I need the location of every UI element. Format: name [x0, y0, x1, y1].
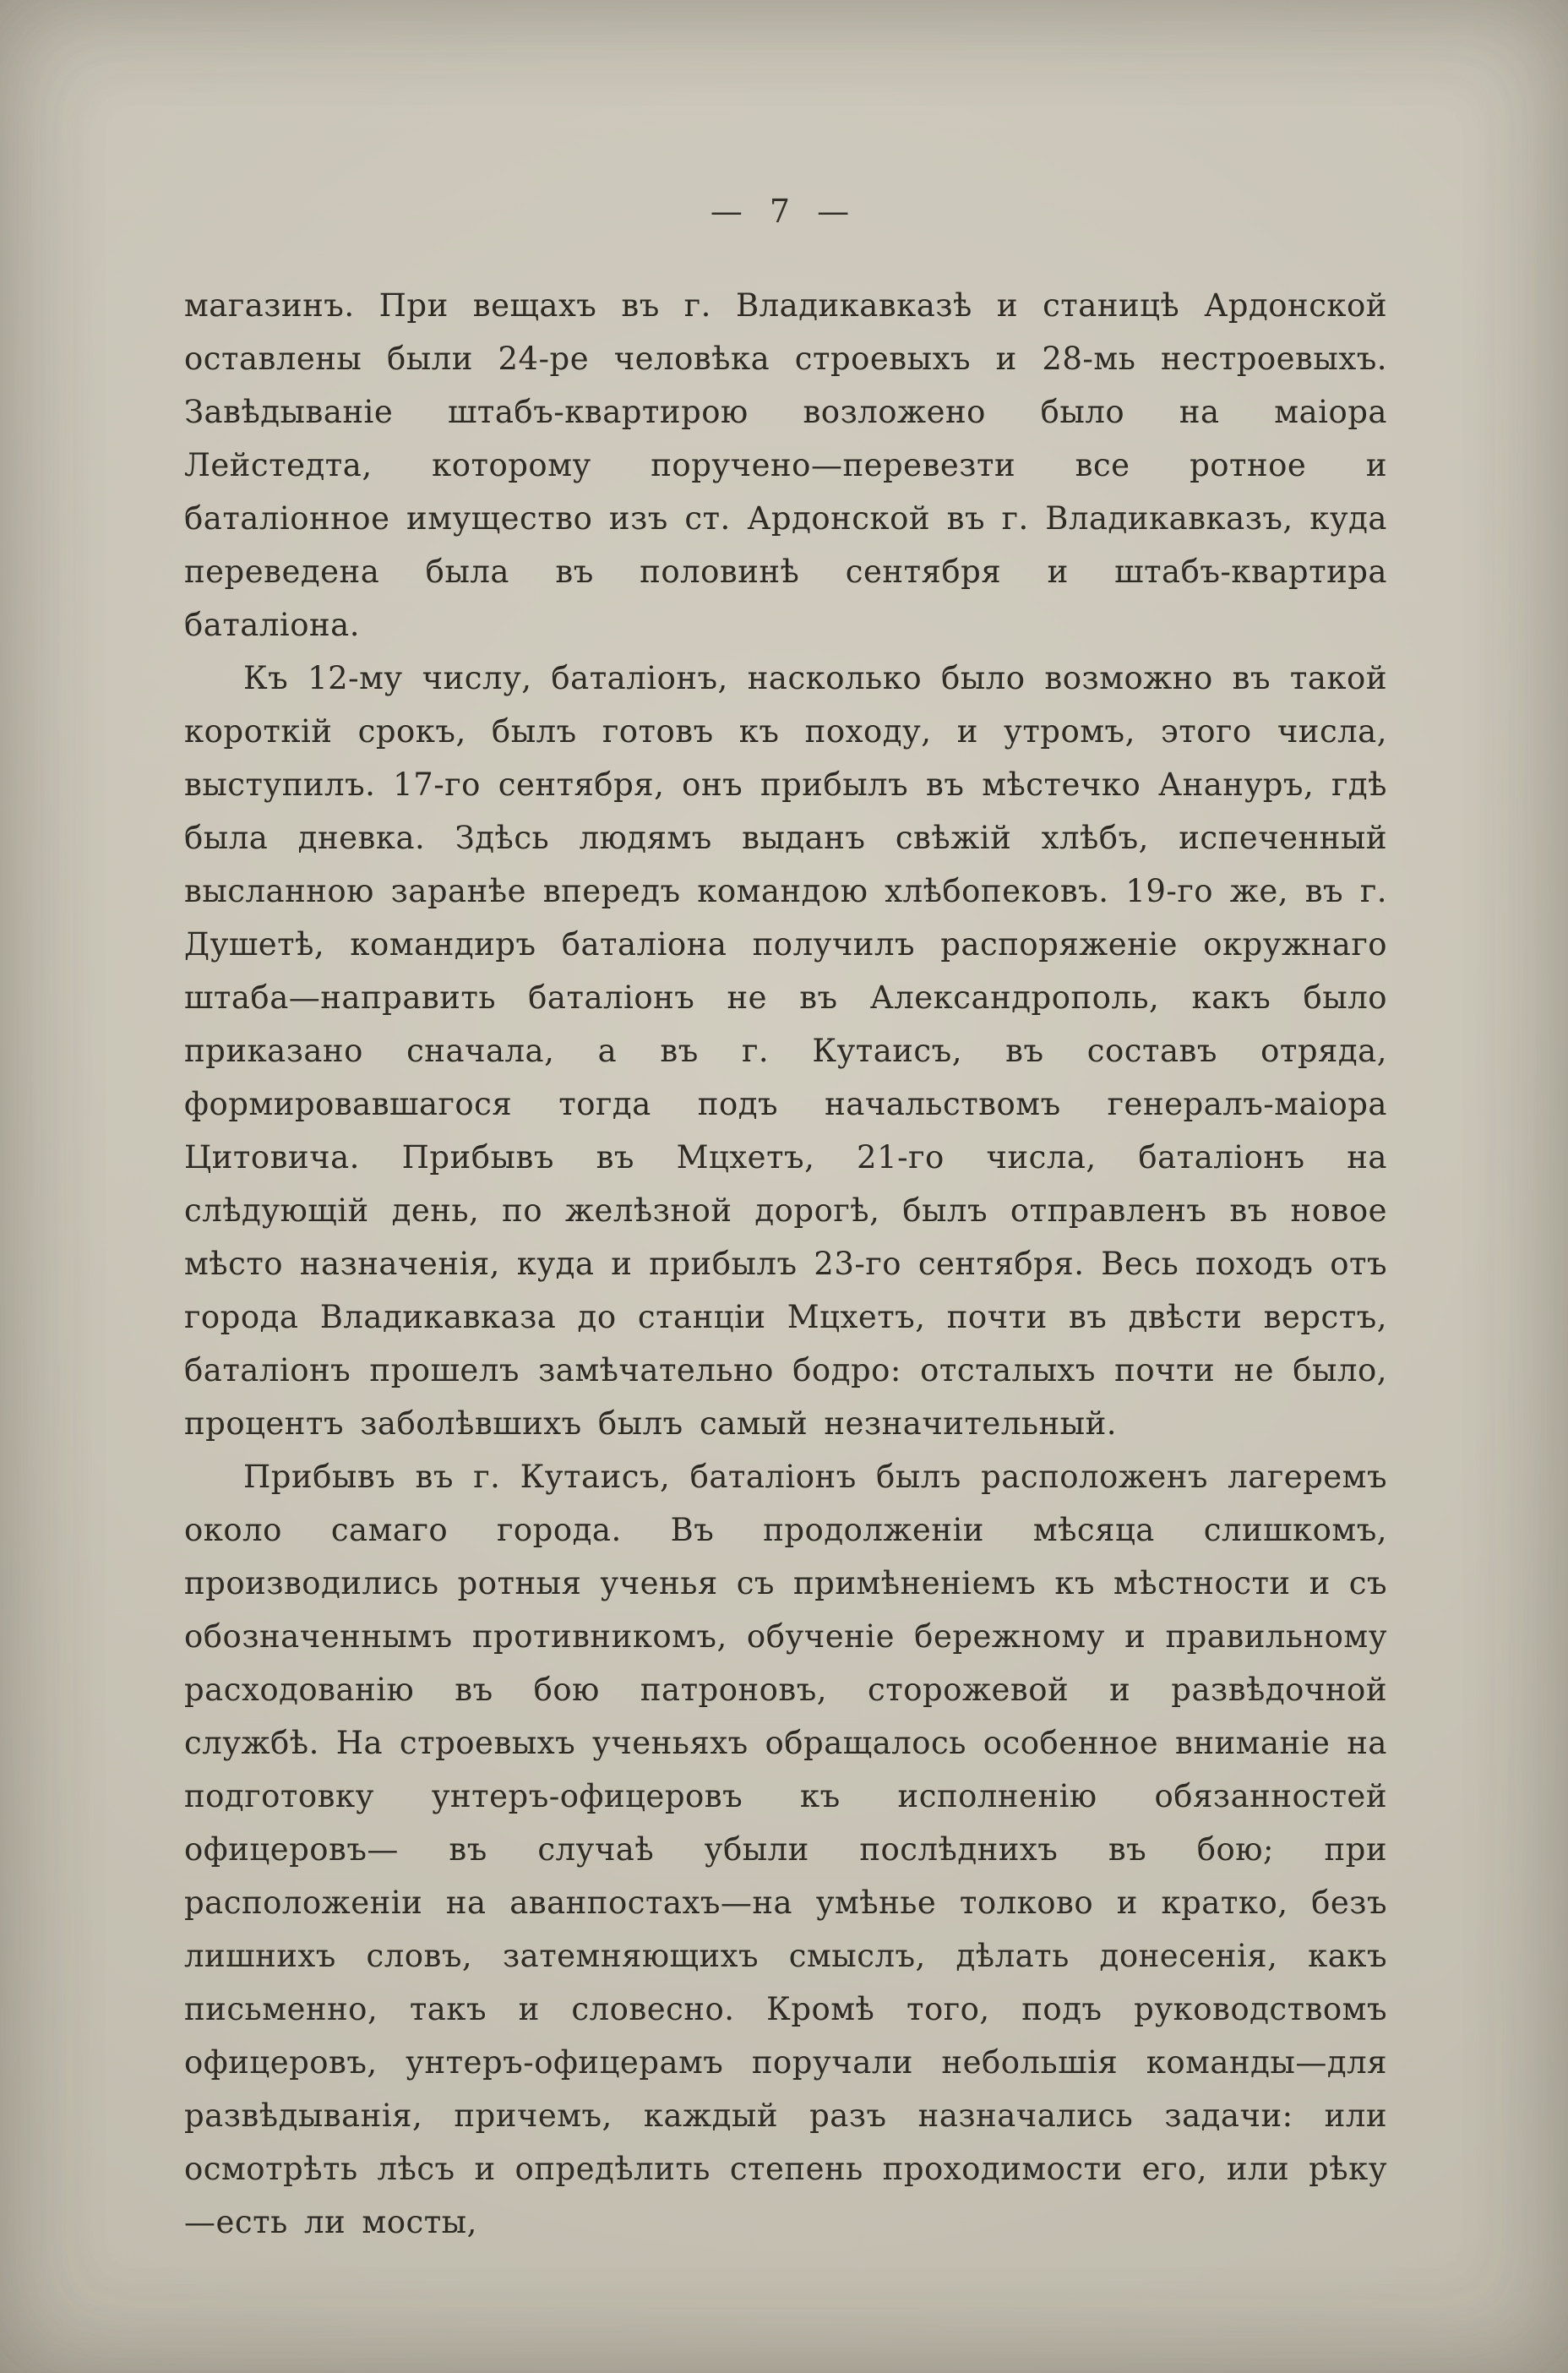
paragraph-march-to-kutais: Къ 12-му числу, баталіонъ, насколько было возможно въ такой короткій срокъ, былъ готовъ къ походу, и утромъ, этого числа, выступилъ. 17-го сентября, онъ прибылъ въ мѣстечко Анануръ, гдѣ была дневка. Здѣсь людямъ выданъ свѣжій хлѣбъ, испеченный высланною заранѣе впередъ командою хлѣбопековъ. 19-го же, въ г. Душетѣ, командиръ баталіона получилъ распоряженіе окружнаго штаба—направить баталіонъ не въ Александрополь, какъ было приказано сначала, а въ г. Кутаисъ, въ составъ отряда, формировавшагося тогда подъ начальствомъ генералъ-маіора Цитовича. Прибывъ въ Мцхетъ, 21-го числа, баталіонъ на слѣдующій день, по желѣзной дорогѣ, былъ отправленъ въ новое мѣсто назначенія, куда и прибылъ 23-го сентября. Весь походъ отъ города Владикавказа до станціи Мцхетъ, почти въ двѣсти верстъ, баталіонъ прошелъ замѣчательно бодро: отсталыхъ почти не было, процентъ заболѣвшихъ былъ самый незначительный. [184, 660, 1387, 1442]
paragraph-camp-training: Прибывъ въ г. Кутаисъ, баталіонъ былъ расположенъ лагеремъ около самаго города. Въ продолженіи мѣсяца слишкомъ, производились ротныя ученья съ примѣненіемъ къ мѣстности и съ обозначеннымъ противникомъ, обученіе бережному и правильному расходованію въ бою патроновъ, сторожевой и развѣдочной службѣ. На строевыхъ ученьяхъ обращалось особенное вниманіе на подготовку унтеръ-офицеровъ къ исполненію обязанностей офицеровъ— въ случаѣ убыли послѣднихъ въ бою; при расположеніи на аванпостахъ—на умѣнье толково и кратко, безъ лишнихъ словъ, затемняющихъ смыслъ, дѣлать донесенія, какъ письменно, такъ и словесно. Кромѣ того, подъ руководствомъ офицеровъ, унтеръ-офицерамъ поручали небольшія команды—для развѣдыванія, причемъ, каждый разъ назначались задачи: или осмотрѣть лѣсъ и опредѣлить степень проходимости его, или рѣку—есть ли мосты, [184, 1459, 1387, 2240]
paragraph-continuation: магазинъ. При вещахъ въ г. Владикавказѣ и станицѣ Ардонской оставлены были 24-ре человѣка строевыхъ и 28-мь нестроевыхъ. Завѣдываніе штабъ-квартирою возложено было на маіора Лейстедта, которому поручено—перевезти все ротное и баталіонное имущество изъ ст. Ардонской въ г. Владикавказъ, куда переведена была въ половинѣ сентября и штабъ-квартира баталіона. [184, 287, 1387, 643]
body-text-block [184, 279, 1387, 2249]
page-number-header: — 7 — [710, 193, 858, 230]
